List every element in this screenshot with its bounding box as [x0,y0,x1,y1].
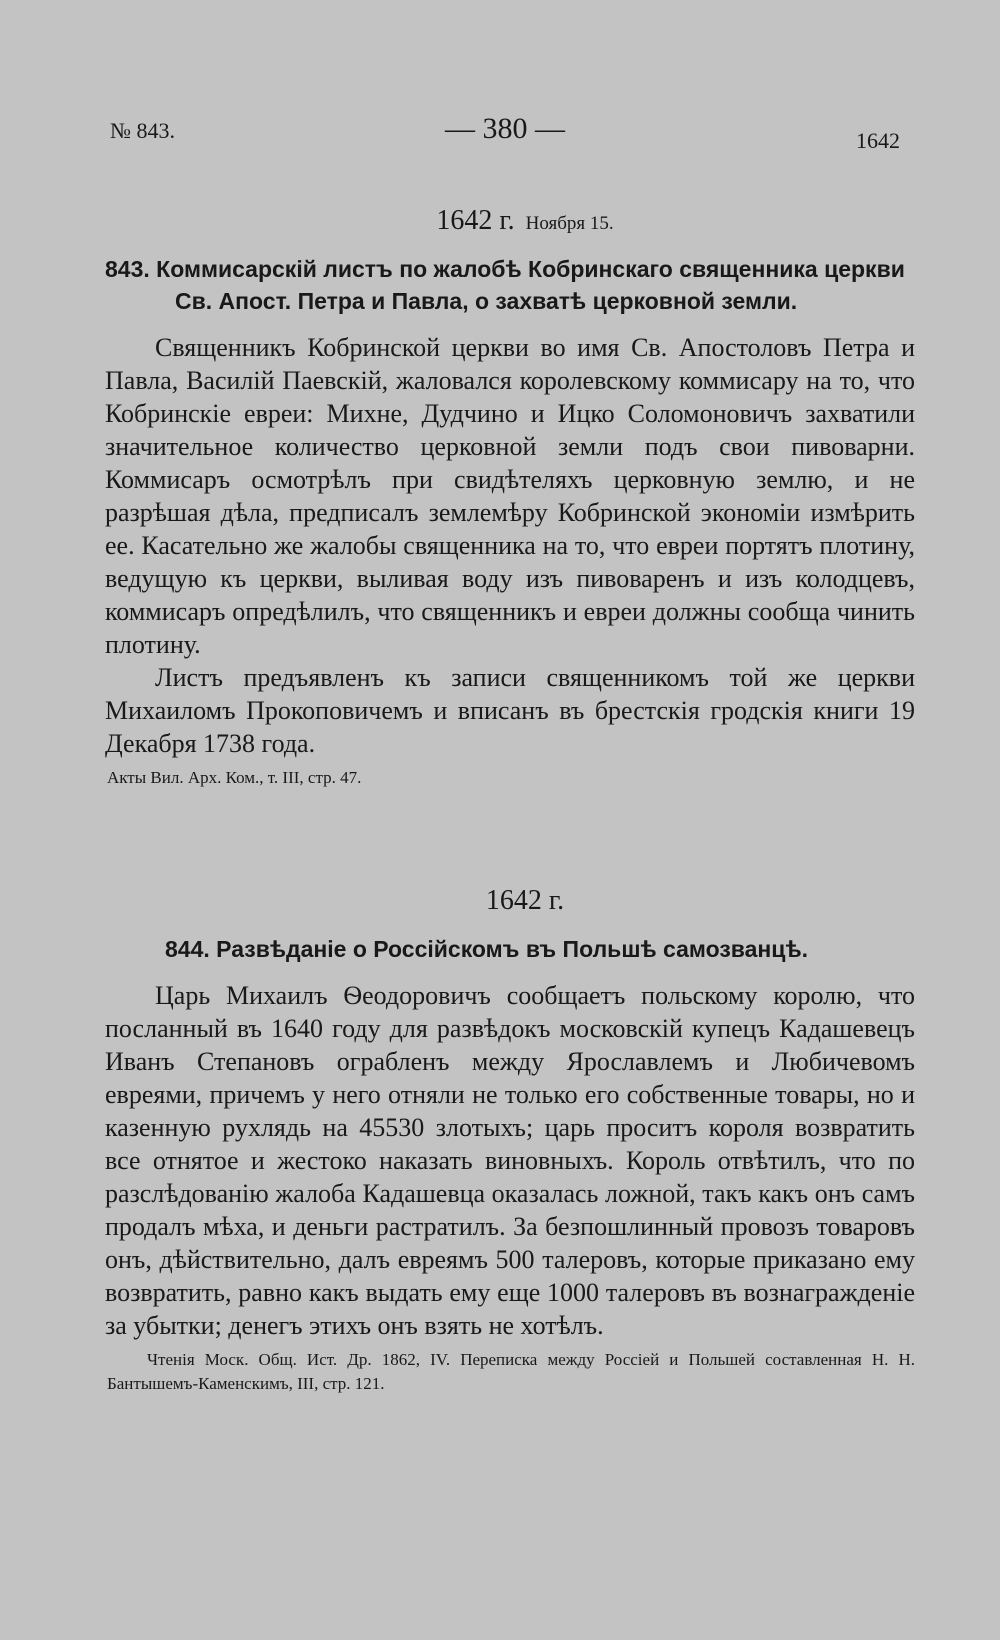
entry-month: Ноября 15. [525,213,614,234]
entry-paragraph: Царь Михаилъ Ѳеодоровичъ сообщаетъ польскому королю, что посланный въ 1640 году для развѣдокъ московскій купецъ Кадашевецъ Иванъ Степановъ ограбленъ между Ярославлемъ и Любичевомъ евреями, причемъ у него отняли не только его собственные товары, но и казенную рухлядь на 45530 злотыхъ; царь проситъ короля возвратить все отнятое и жестоко наказать виновныхъ. Король отвѣтилъ, что по разслѣдованію жалоба Кадашевца оказалась ложной, такъ какъ онъ самъ продалъ мѣха, и деньги растратилъ. За безпошлинный провозъ товаровъ онъ, дѣйствительно, далъ евреямъ 500 талеровъ, которые приказано ему возвратить, равно какъ выдать ему еще 1000 талеровъ въ вознагражденіе за убытки; денегъ этихъ онъ взять не хотѣлъ. [105,981,915,1340]
source-citation: Чтенія Моск. Общ. Ист. Др. 1862, IV. Переписка между Россіей и Польшей составленная Н. Н. Бантышемъ-Каменскимъ, III, стр. 121. [107,1350,915,1393]
entry-paragraph: Листъ предъявленъ къ записи священникомъ той же церкви Михаиломъ Прокоповичемъ и вписанъ въ брестскія гродскія книги 19 Декабря 1738 года. [105,663,915,758]
entry-year: 1642 г. [436,205,515,236]
entry-title: 843. Коммисарскій листъ по жалобѣ Кобринскаго священника церкви Св. Апост. Петра и Павла, о захватѣ церковной земли. [105,256,905,314]
entry-843 [105,205,915,790]
page-number: — 380 — [445,112,565,145]
entry-844 [105,885,915,1396]
document-number: № 843. [110,118,175,143]
entry-year: 1642 г. [485,885,565,916]
entry-paragraph: Священникъ Кобринской церкви во имя Св. Апостоловъ Петра и Павла, Василій Паевскій, жаловался королевскому коммисару на то, что Кобринскіе евреи: Михне, Дудчино и Ицко Соломоновичъ захватили значительное количество церковной земли подъ свои пивоварни. Коммисаръ осмотрѣлъ при свидѣтеляхъ церковную землю, и не разрѣшая дѣла, предписалъ землемѣру Кобринской экономіи измѣрить ее. Касательно же жалобы священника на то, что евреи портятъ плотину, ведущую къ церкви, выливая воду изъ пивоваренъ и изъ колодцевъ, коммисаръ опредѣлилъ, что священникъ и евреи должны сообща чинить плотину. [105,333,915,659]
page-header [110,112,900,162]
source-citation: Акты Вил. Арх. Ком., т. III, стр. 47. [107,768,362,787]
entry-date [105,885,915,917]
header-year: 1642 [856,128,900,153]
entry-title: 844. Развѣданіе о Россійскомъ въ Польшѣ самозванцѣ. [165,936,809,962]
entry-date [105,205,915,237]
